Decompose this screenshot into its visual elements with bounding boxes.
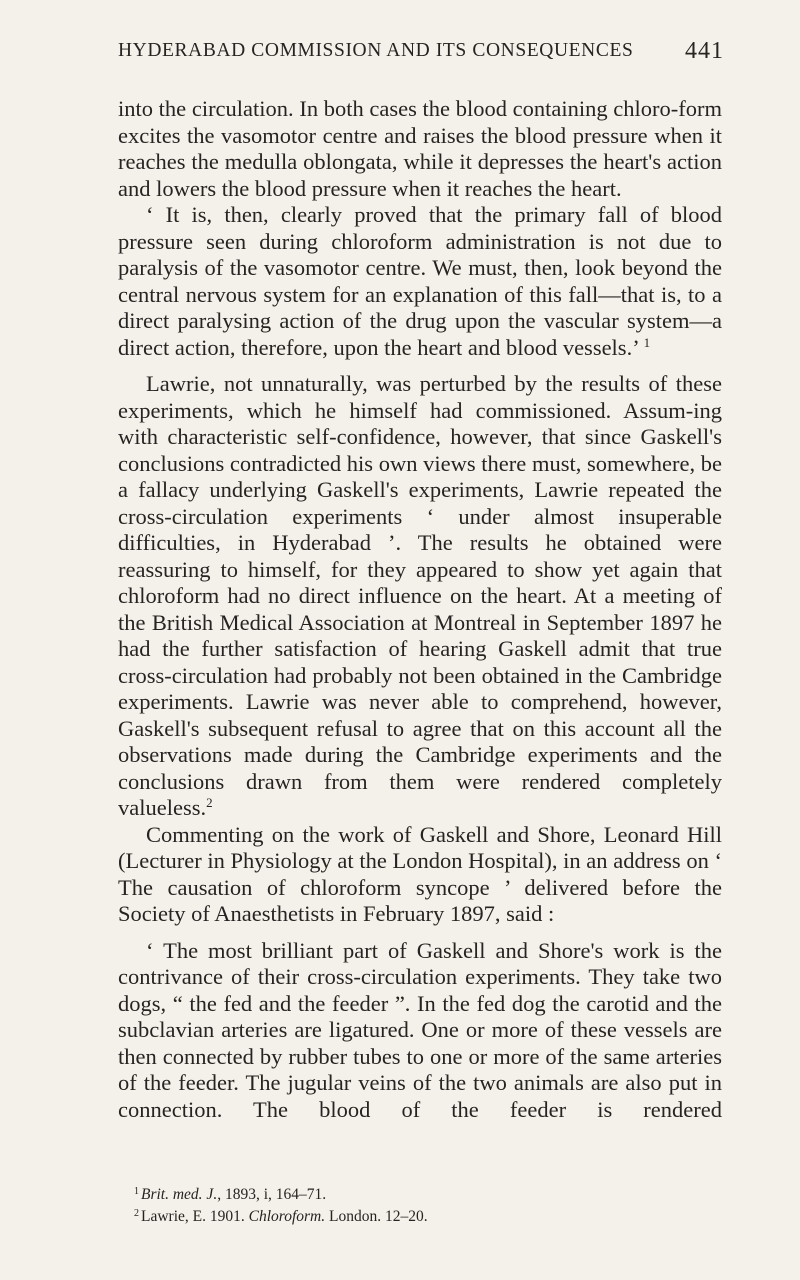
footnote-ref-2[interactable]: 2 [206, 795, 213, 810]
footnote-ref-1[interactable]: 1 [643, 334, 651, 350]
paragraph-lawrie: Lawrie, not unnaturally, was perturbed by the results of these experiments, which he himself had commissioned. Assum-ing with characteristic self-confidence, however, that since Gaskell's conclusions contradicted his own views there must, somewhere, be a fallacy underlying Gaskell's experiments, Lawrie repeated the cross-circulation experiments ‘ under almost insuperable difficulties, in Hyderabad ’. The results he obtained were reassuring to himself, for they appeared to show yet again that chloroform had no direct influence on the heart. At a meeting of the British Medical Association at Montreal in September 1897 he had the further satisfaction of hearing Gaskell admit that true cross-circulation had probably not been obtained in the Cambridge experiments. Lawrie was never able to comprehend, however, Gaskell's subsequent refusal to agree that on this account all the observations made during the Cambridge experiments and the conclusions drawn from them were rendered completely valueless.$^2$ [118, 371, 722, 820]
footnotes [134, 1182, 724, 1226]
footnote-1 [134, 1182, 724, 1204]
footnote-author: Lawrie, E. 1901. [141, 1208, 245, 1225]
footnote-2 [134, 1204, 724, 1226]
footnote-citation: , 1893, i, 164–71. [217, 1186, 327, 1203]
paragraph-quote-gaskell: ‘ It is, then, clearly proved that the primary fall of blood pressure seen during chloroform administration is not due to paralysis of the vasomotor centre. We must, then, look beyond the central nervous system for an explanation of this fall—that is, to a direct paralysing action of the drug upon the vascular system—a direct action, therefore, upon the heart and blood vessels.’ $^1$ [118, 202, 722, 360]
running-title: HYDERABAD COMMISSION AND ITS CONSEQUENCES [118, 40, 634, 61]
footnote-journal: Brit. med. J. [141, 1186, 218, 1203]
footnote-citation: London. 12–20. [329, 1208, 428, 1225]
paragraph-hill: Commenting on the work of Gaskell and Shore, Leonard Hill (Lecturer in Physiology at the London Hospital), in an address on ‘ The causation of chloroform syncope ’ delivered before the Society of Anaesthetists in February 1897, said : [118, 821, 722, 926]
page-number: 441 [685, 38, 724, 64]
body-text [118, 96, 722, 1123]
footnote-mark: 2 [134, 1208, 139, 1219]
paragraph-quote-hill: ‘ The most brilliant part of Gaskell and Shore's work is the contrivance of their cross-circulation experiments. They take two dogs, “ the fed and the feeder ”. In the fed dog the carotid and the subclavian arteries are ligatured. One or more of these vessels are then connected by rubber tubes to one or more of the same arteries of the feeder. The jugular veins of the two animals are also put in connection. The blood of the feeder is rendered [118, 937, 722, 1122]
footnote-mark: 1 [134, 1186, 139, 1197]
footnote-title: Chloroform. [248, 1208, 326, 1225]
running-header [118, 40, 724, 72]
paragraph-continuation: into the circulation. In both cases the blood containing chloro-form excites the vasomotor centre and raises the blood pressure when it reaches the medulla oblongata, while it depresses the heart's action and lowers the blood pressure when it reaches the heart. [118, 96, 722, 201]
